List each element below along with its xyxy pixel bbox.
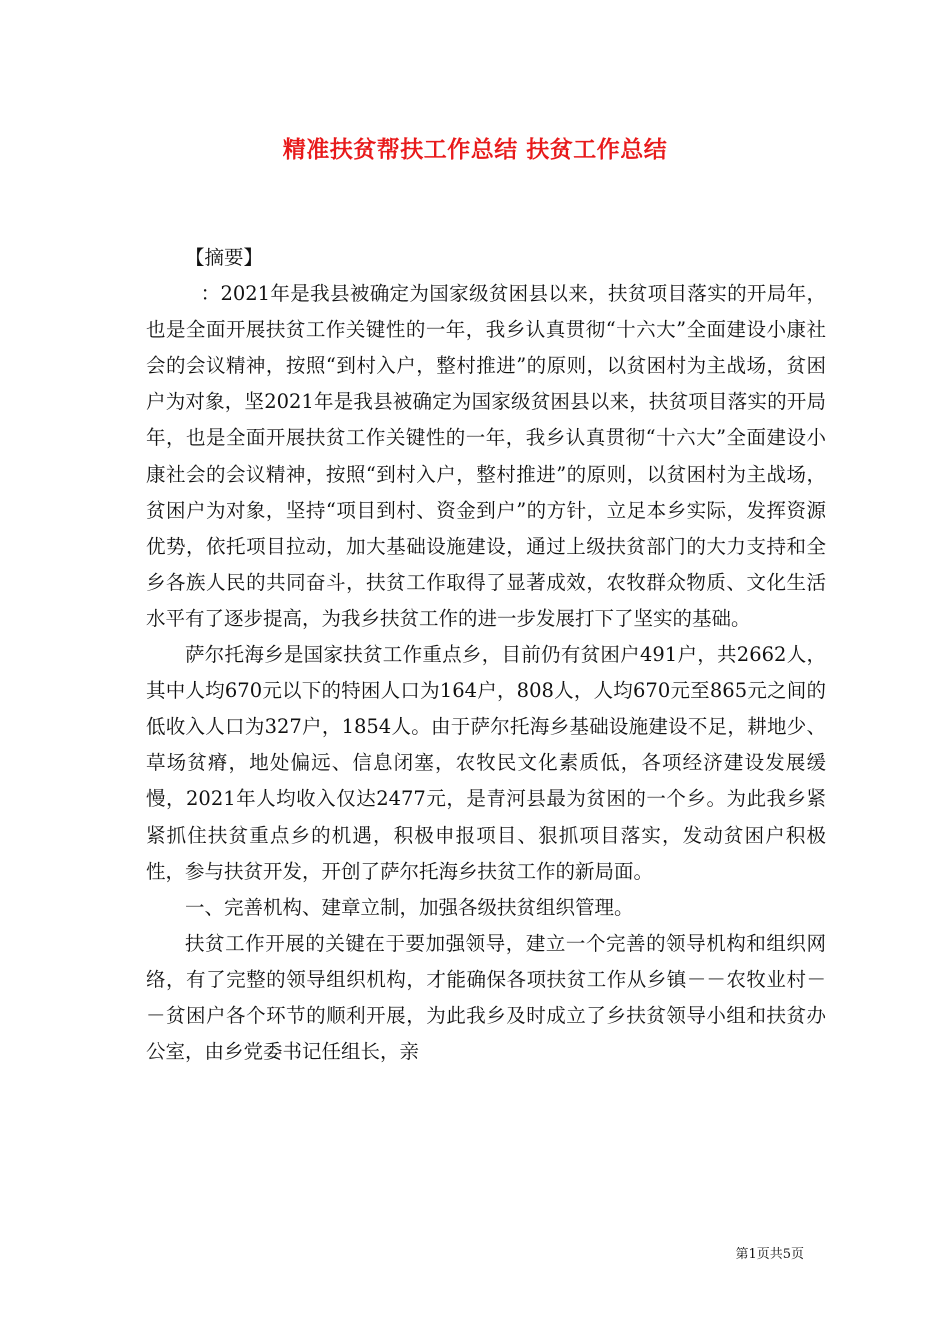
abstract-label: 【摘要】 — [185, 246, 264, 269]
page-number: 第1页共5页 — [735, 1247, 804, 1262]
document-title: 精准扶贫帮扶工作总结 扶贫工作总结 — [282, 137, 668, 163]
paragraph-background: 萨尔托海乡是国家扶贫工作重点乡，目前仍有贫困户491户，共2662人，其中人均670元以下的特困人口为164户，808人，人均670元至865元之间的低收入人口为327户，1854人。由于萨尔托海乡基础设施建设不足，耕地少、草场贫瘠，地处偏远、信息闭塞，农牧民文化素质低，各项经济建设发展缓慢，2021年人均收入仅达2477元，是青河县最为贫困的一个乡。为此我乡紧紧抓住扶贫重点乡的机遇，积极申报项目、狠抓项目落实，发动贫困户积极性，参与扶贫开发，开创了萨尔托海乡扶贫工作的新局面。 — [146, 643, 826, 883]
document-body — [146, 240, 826, 1070]
paragraph-organization: 扶贫工作开展的关键在于要加强领导，建立一个完善的领导机构和组织网络，有了完整的领导组织机构，才能确保各项扶贫工作从乡镇－－农牧业村－－贫困户各个环节的顺利开展，为此我乡及时成立了乡扶贫领导小组和扶贫办公室，由乡党委书记任组长，亲 — [146, 931, 826, 1064]
section-heading-1: 一、完善机构、建章立制，加强各级扶贫组织管理。 — [185, 895, 634, 919]
paragraph-abstract: ：2021年是我县被确定为国家级贫困县以来，扶贫项目落实的开局年，也是全面开展扶贫工作关键性的一年，我乡认真贯彻“十六大”全面建设小康社会的会议精神，按照“到村入户，整村推进”的原则，以贫困村为主战场，贫困户为对象，坚2021年是我县被确定为国家级贫困县以来，扶贫项目落实的开局年，也是全面开展扶贫工作关键性的一年，我乡认真贯彻“十六大”全面建设小康社会的会议精神，按照“到村入户，整村推进”的原则，以贫困村为主战场，贫困户为对象，坚持“项目到村、资金到户”的方针，立足本乡实际，发挥资源优势，依托项目拉动，加大基础设施建设，通过上级扶贫部门的大力支持和全乡各族人民的共同奋斗，扶贫工作取得了显著成效，农牧群众物质、文化生活水平有了逐步提高，为我乡扶贫工作的进一步发展打下了坚实的基础。 — [146, 282, 826, 630]
